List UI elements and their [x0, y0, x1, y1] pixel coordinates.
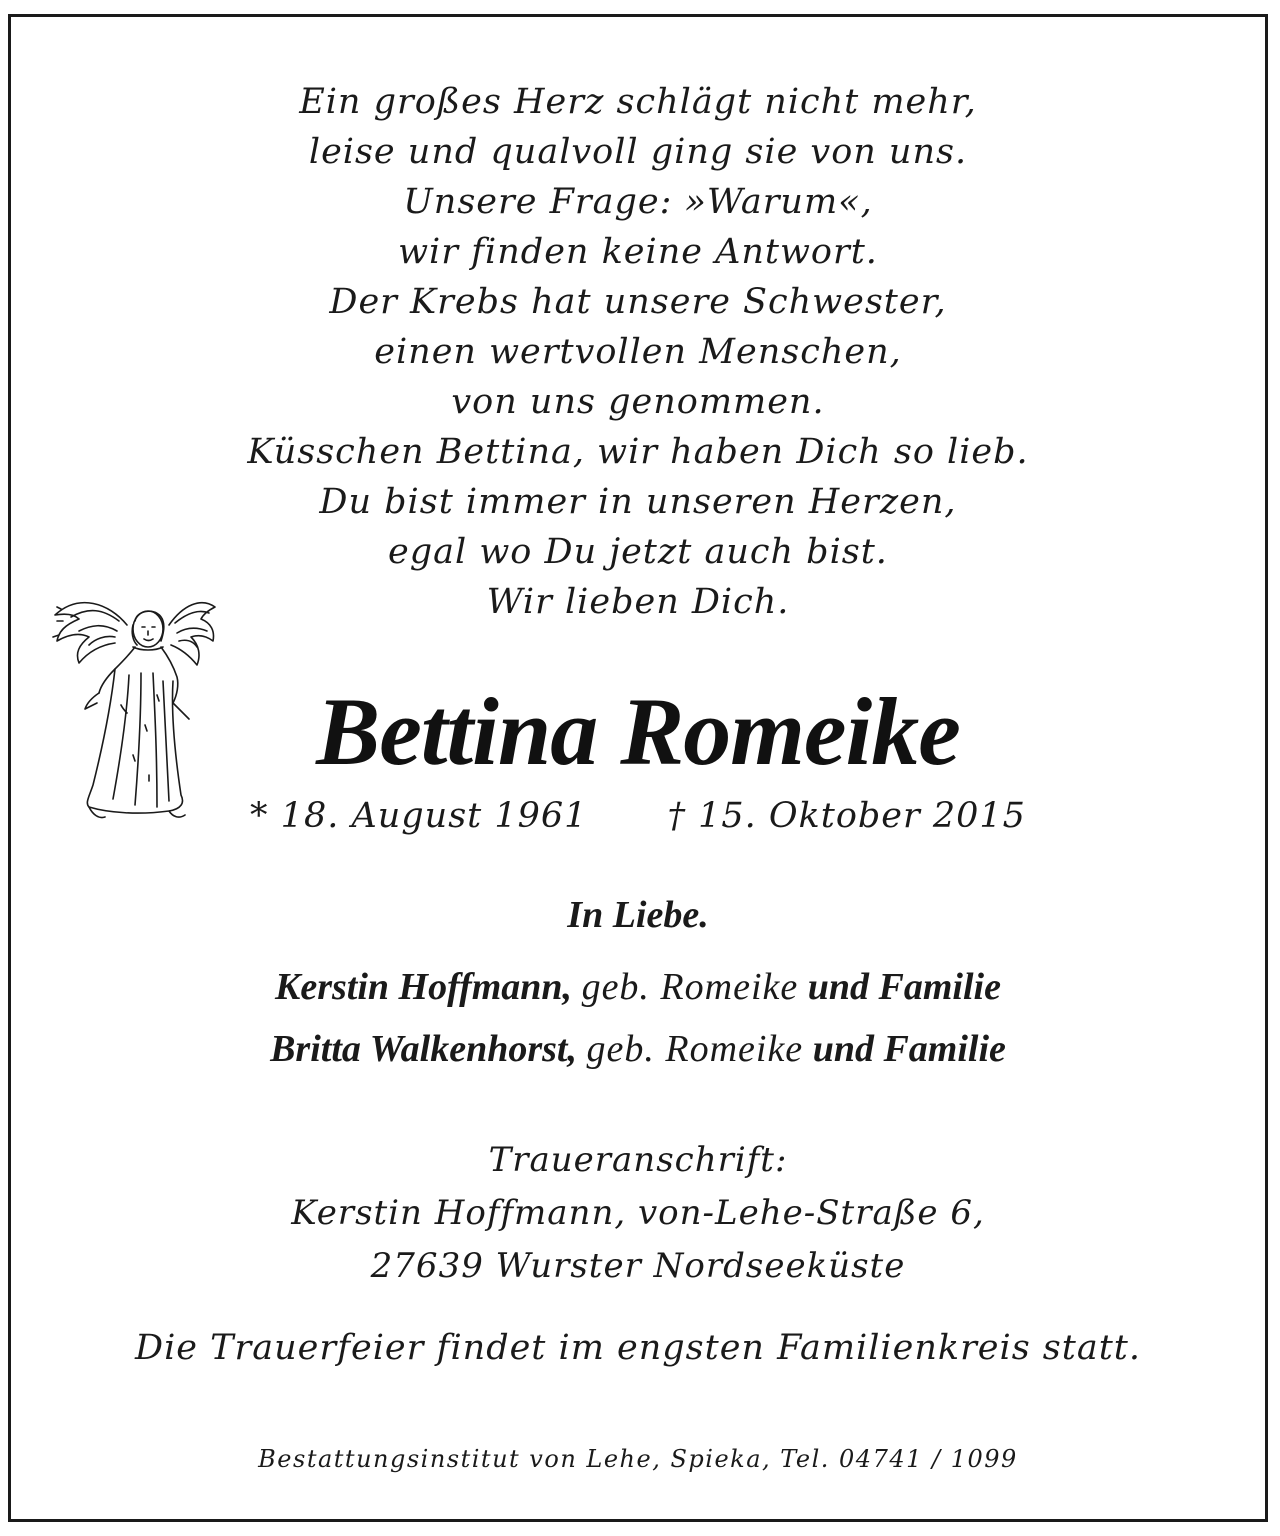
poem-line: egal wo Du jetzt auch bist. — [388, 532, 888, 572]
poem-line: Der Krebs hat unsere Schwester, — [329, 282, 947, 322]
obituary-notice — [8, 14, 1268, 1522]
poem-line: Küsschen Bettina, wir haben Dich so lieb. — [247, 432, 1029, 472]
mourner-name: Britta Walkenhorst, — [270, 1028, 577, 1070]
mourner-suffix: und Familie — [812, 1028, 1006, 1070]
mourner-name: Kerstin Hoffmann, — [275, 966, 573, 1008]
poem-line: Wir lieben Dich. — [486, 582, 790, 622]
life-dates — [11, 793, 1265, 839]
closing-phrase: In Liebe. — [567, 894, 709, 936]
poem-line: Ein großes Herz schlägt nicht mehr, — [299, 82, 977, 122]
address-line: Kerstin Hoffmann, von-Lehe-Straße 6, — [291, 1193, 985, 1233]
address-label: Traueranschrift: — [488, 1140, 788, 1180]
poem-line: leise und qualvoll ging sie von uns. — [308, 132, 968, 172]
death-date: † 15. Oktober 2015 — [667, 796, 1026, 836]
address-line: 27639 Wurster Nordseeküste — [370, 1246, 906, 1286]
poem-line: einen wertvollen Menschen, — [374, 332, 902, 372]
mourner-maiden-name: geb. Romeike — [581, 966, 799, 1008]
poem-line: wir finden keine Antwort. — [398, 232, 878, 272]
deceased-name: Bettina Romeike — [316, 678, 960, 785]
poem-line: Du bist immer in unseren Herzen, — [319, 482, 957, 522]
poem-line: Unsere Frage: »Warum«, — [403, 182, 873, 222]
mourner-line — [11, 1024, 1265, 1074]
poem-line: von uns genommen. — [451, 382, 825, 422]
mourner-line — [11, 962, 1265, 1012]
undertaker-line: Bestattungsinstitut von Lehe, Spieka, Tel. 04741 / 1099 — [258, 1445, 1018, 1473]
mourner-suffix: und Familie — [807, 966, 1001, 1008]
birth-date: * 18. August 1961 — [250, 796, 588, 836]
ceremony-note: Die Trauerfeier findet im engsten Familienkreis statt. — [135, 1328, 1141, 1368]
mourner-maiden-name: geb. Romeike — [586, 1028, 804, 1070]
poem — [11, 77, 1265, 627]
mourning-address — [11, 1134, 1265, 1293]
